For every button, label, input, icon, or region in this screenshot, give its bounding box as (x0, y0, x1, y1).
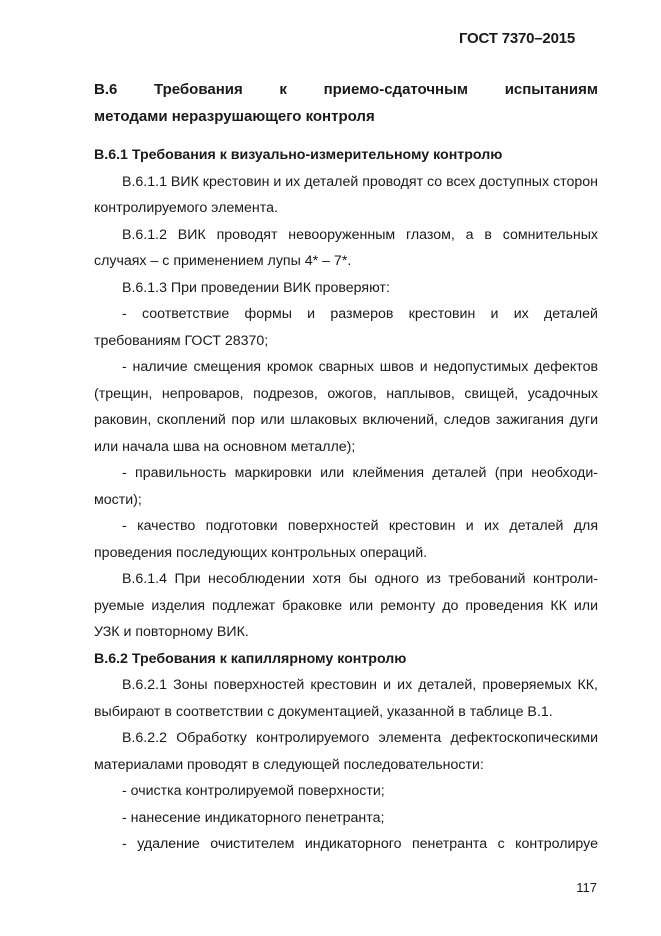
section-title-word-2: к (279, 81, 287, 98)
subsection-heading-capillary: В.6.2 Требования к капиллярному контролю (94, 650, 407, 667)
paragraph-b621: В.6.2.1 Зоны поверхностей крестовин и их деталей, проверяемых КК, выбирают в соответствии с документацией, указанной в таблице В.1. (94, 677, 598, 720)
list-item: - качество подготовки поверхностей крестовин и их деталей для проведения последующих контрольных операций. (94, 518, 598, 561)
list-item: - удаление очистителем индикаторного пенетранта с контролируе (122, 836, 598, 852)
list-item: - наличие смещения кромок сварных швов и недопустимых дефектов (трещин, непроваров, подрезов, ожогов, наплывов, свищей, усадочных раковин, скоплений пор или шлаковых включений, следов зажигания дуги или начала шва на основном металле); (94, 359, 598, 455)
section-heading-line2: методами неразрушающего контроля (94, 108, 375, 125)
section-heading-line1 (94, 76, 598, 103)
page-content (94, 76, 598, 858)
subsection-heading-visual: В.6.1 Требования к визуально-измерительному контролю (94, 147, 503, 163)
list-item: - соответствие формы и размеров крестовин и их деталей требованиям ГОСТ 28370; (94, 306, 598, 349)
paragraph-b611: В.6.1.1 ВИК крестовин и их деталей проводят со всех доступных сторон контролируемого элемента. (94, 173, 598, 216)
paragraph-b614: В.6.1.4 При несоблюдении хотя бы одного из требований контролируемые изделия подлежат браковке или ремонту до проведения КК или УЗК и повторному ВИК. (94, 571, 598, 640)
section-title-word-1: Требования (154, 81, 243, 98)
list-item: - правильность маркировки или клеймения деталей (при необходимости); (94, 465, 598, 508)
paragraph-b613: В.6.1.3 При проведении ВИК проверяют: (122, 279, 390, 296)
list-item: - очистка контролируемой поверхности; (122, 783, 385, 799)
section-title-word-3: приемо-сдаточным (323, 81, 469, 98)
standard-header: ГОСТ 7370–2015 (458, 30, 575, 47)
page-number: 117 (576, 880, 597, 895)
section-heading (94, 76, 598, 130)
paragraph-b612: В.6.1.2 ВИК проводят невооруженным глазом, а в сомнительных случаях – с применением лупы 4* – 7*. (94, 226, 598, 269)
paragraph-b622: В.6.2.2 Обработку контролируемого элемента дефектоскопическими материалами проводят в следующей последовательности: (94, 730, 598, 773)
section-number: В.6 (94, 81, 118, 98)
list-item: - нанесение индикаторного пенетранта; (122, 809, 385, 826)
section-title-word-4: испытаниям (504, 81, 598, 98)
